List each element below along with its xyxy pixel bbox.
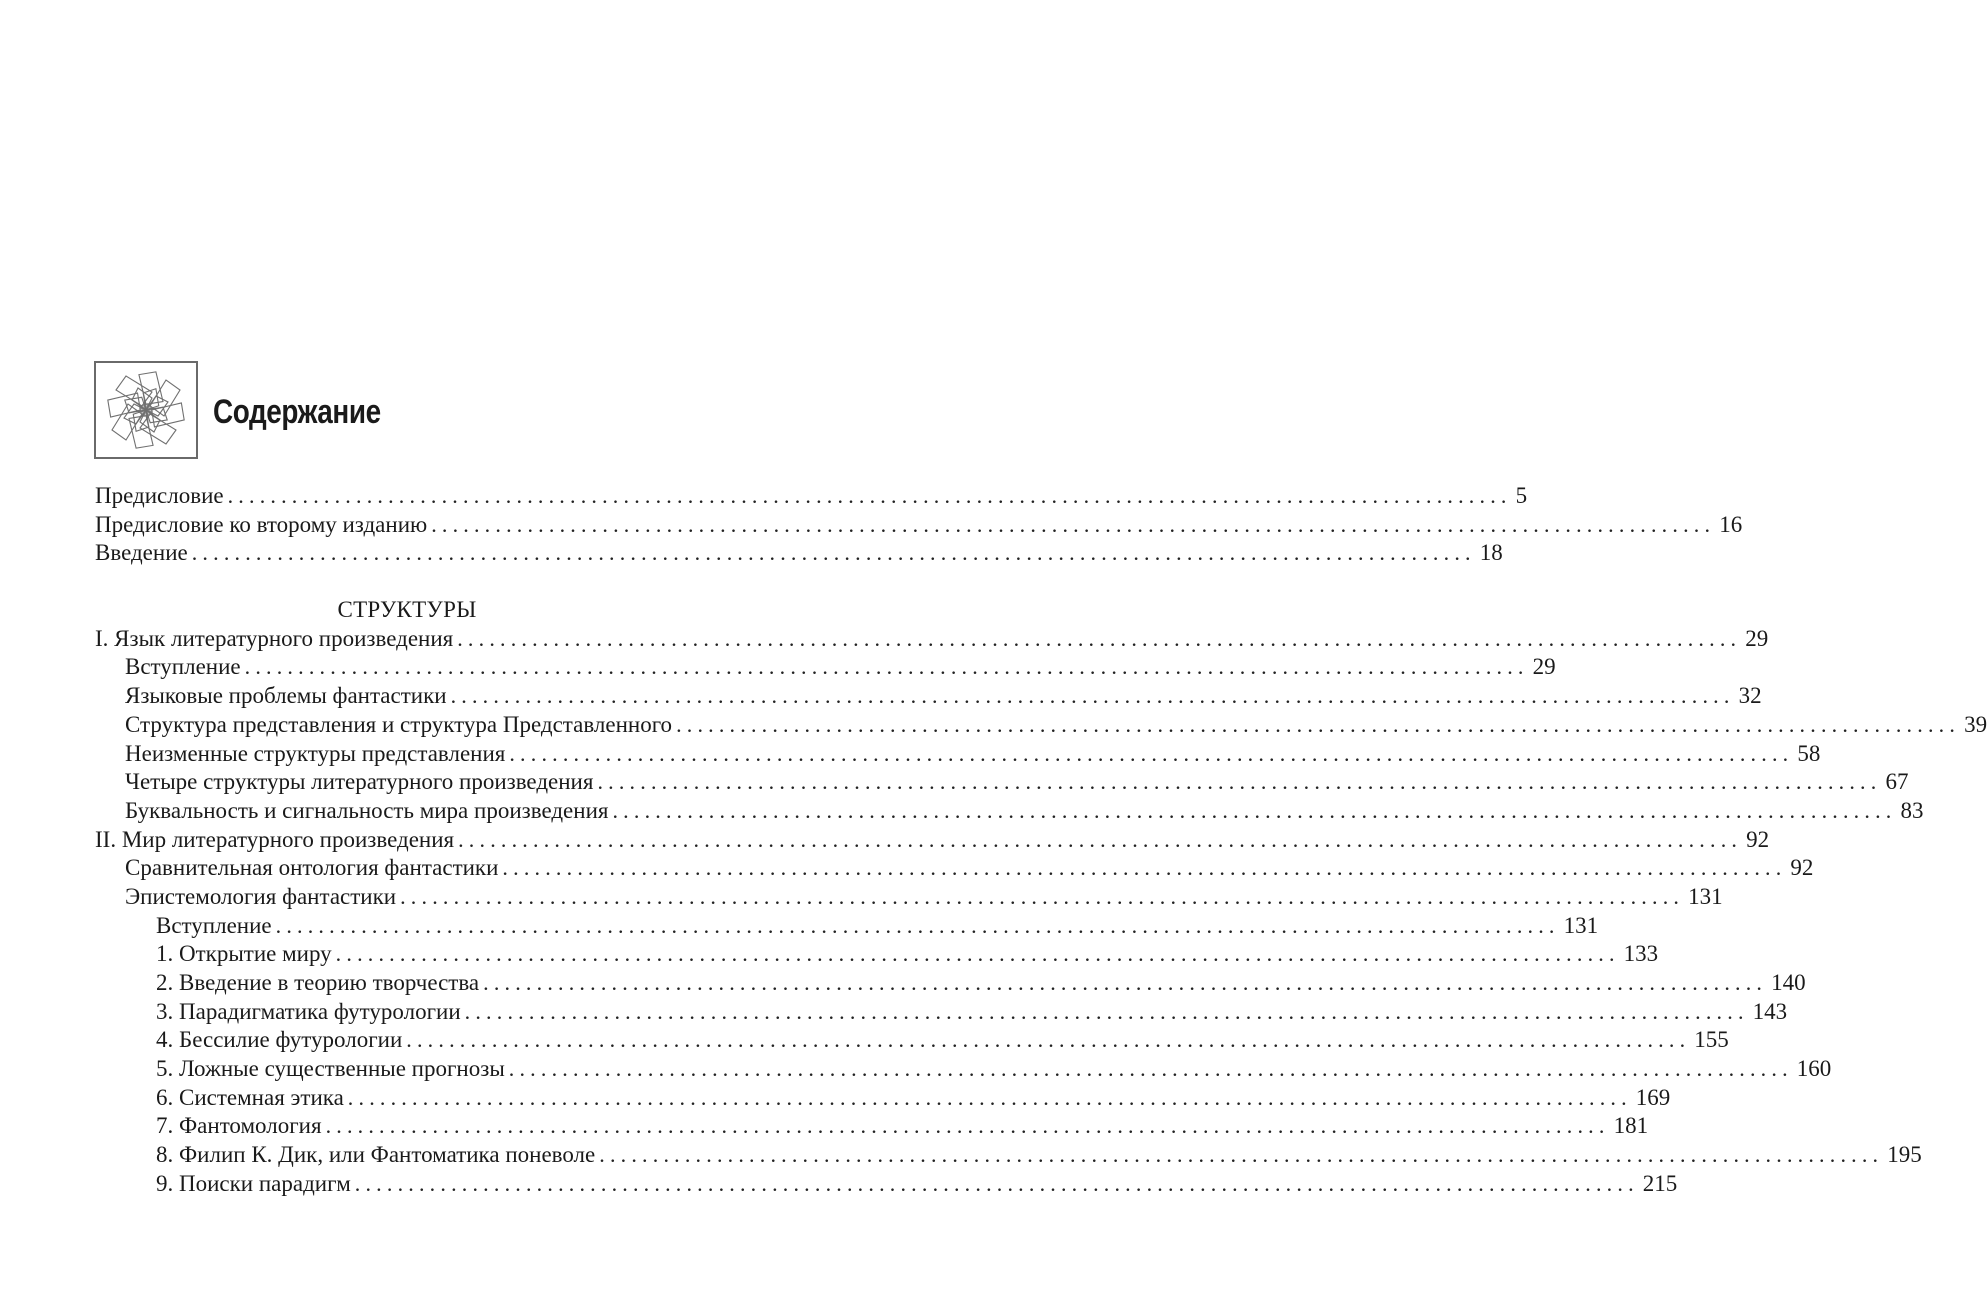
toc-entry[interactable] xyxy=(95,653,1556,682)
section-title: СТРУКТУРЫ xyxy=(337,597,477,623)
toc-entry-page: 133 xyxy=(1623,941,1659,967)
toc-entry-title: Четыре структуры литературного произведения xyxy=(125,769,594,795)
toc-entry-page: 29 xyxy=(1532,654,1556,680)
toc-entry-title: Эпистемология фантастики xyxy=(125,883,397,909)
toc-entry-title: 6. Системная этика xyxy=(156,1084,344,1110)
dot-leader: ........................................................................................................................ xyxy=(244,654,1529,680)
dot-leader: ........................................................................................................................ xyxy=(483,970,1768,995)
entries-list xyxy=(95,625,1987,1199)
toc-entry-title: 1. Открытие миру xyxy=(156,941,332,967)
toc-entry-page: 16 xyxy=(1719,511,1743,537)
toc-entry-title: Неизменные структуры представления xyxy=(125,740,506,766)
toc-entry-page: 195 xyxy=(1887,1142,1922,1168)
dot-leader: ........................................................................................................................ xyxy=(458,826,1743,852)
toc-entry-page: 92 xyxy=(1790,855,1814,881)
toc-entry-page: 131 xyxy=(1688,883,1723,909)
dot-leader: ........................................................................................................................ xyxy=(227,483,1512,508)
toc-entry[interactable] xyxy=(95,854,1814,883)
dot-leader: ........................................................................................................................ xyxy=(431,511,1716,537)
toc-entry-title: Языковые проблемы фантастики xyxy=(125,683,447,709)
toc-entry[interactable] xyxy=(95,539,1503,568)
toc-entry[interactable] xyxy=(95,883,1723,912)
toc-entry-title: Буквальность и сигнальность мира произведения xyxy=(125,797,609,823)
toc-entry[interactable] xyxy=(95,969,1806,998)
front-matter-list xyxy=(95,482,1743,568)
toc-entry[interactable] xyxy=(95,1055,1832,1084)
dot-leader: ........................................................................................................................ xyxy=(597,769,1882,795)
toc-entry[interactable] xyxy=(95,511,1743,540)
toc-entry-title: 2. Введение в теорию творчества xyxy=(156,970,480,995)
dot-leader: ........................................................................................................................ xyxy=(347,1084,1632,1110)
toc-entry-title: 3. Парадигматика футурологии xyxy=(156,998,461,1024)
toc-entry-page: 18 xyxy=(1479,540,1503,566)
logo-box xyxy=(94,361,198,459)
toc-entry[interactable] xyxy=(95,1112,1649,1141)
toc-entry-page: 131 xyxy=(1563,912,1599,938)
page-title: Содержание xyxy=(213,393,381,431)
dot-leader: ........................................................................................................................ xyxy=(502,855,1787,881)
dot-leader: ........................................................................................................................ xyxy=(676,711,1961,737)
dot-leader: ........................................................................................................................ xyxy=(325,1113,1610,1139)
toc-entry[interactable] xyxy=(95,998,1788,1027)
toc-entry-page: 143 xyxy=(1752,998,1788,1024)
dot-leader: ........................................................................................................................ xyxy=(406,1027,1691,1053)
toc-entry-title: Вступление xyxy=(125,654,241,680)
toc-entry-title: I. Язык литературного произведения xyxy=(95,625,454,651)
toc-entry-title: Предисловие xyxy=(95,483,224,508)
toc-entry-page: 215 xyxy=(1642,1170,1678,1196)
toc-entry-title: 9. Поиски парадигм xyxy=(156,1170,351,1196)
toc-entry[interactable] xyxy=(95,1026,1729,1055)
toc-entry-page: 5 xyxy=(1515,483,1528,508)
toc-entry[interactable] xyxy=(95,912,1599,941)
toc-entry[interactable] xyxy=(95,482,1528,511)
toc-entry-title: 8. Филип К. Дик, или Фантоматика поневоле xyxy=(156,1142,596,1168)
toc-entry[interactable] xyxy=(95,768,1909,797)
toc-entry-title: Предисловие ко второму изданию xyxy=(95,511,428,537)
toc-entry-page: 140 xyxy=(1771,970,1806,995)
toc-entry[interactable] xyxy=(95,797,1924,826)
toc-entry-title: II. Мир литературного произведения xyxy=(95,826,455,852)
toc-entry[interactable] xyxy=(95,625,1769,654)
section-gap xyxy=(95,568,719,596)
geometric-flower-icon xyxy=(99,366,193,454)
dot-leader: ........................................................................................................................ xyxy=(612,797,1897,823)
toc-entry[interactable] xyxy=(95,826,1770,855)
toc-entry-title: 7. Фантомология xyxy=(156,1113,322,1139)
dot-leader: ........................................................................................................................ xyxy=(400,883,1685,909)
toc-entry-title: Структура представления и структура Представленного xyxy=(125,711,673,737)
toc-entry-page: 155 xyxy=(1694,1027,1729,1053)
dot-leader: ........................................................................................................................ xyxy=(354,1170,1639,1196)
toc-entry[interactable] xyxy=(95,740,1821,769)
toc-entry-title: Введение xyxy=(95,540,188,566)
dot-leader: ........................................................................................................................ xyxy=(457,625,1742,651)
toc-entry-page: 67 xyxy=(1885,769,1909,795)
toc-entry-page: 169 xyxy=(1635,1084,1671,1110)
toc-entry-page: 58 xyxy=(1797,740,1821,766)
dot-leader: ........................................................................................................................ xyxy=(275,912,1560,938)
toc-entry-title: 4. Бессилие футурологии xyxy=(156,1027,403,1053)
toc-entry[interactable] xyxy=(95,1170,1678,1199)
toc-entry[interactable] xyxy=(95,1141,1922,1170)
toc-entry-title: Вступление xyxy=(156,912,272,938)
toc-entry-page: 32 xyxy=(1738,683,1762,709)
toc-entry-page: 92 xyxy=(1746,826,1770,852)
toc-entry-page: 181 xyxy=(1613,1113,1649,1139)
dot-leader: ........................................................................................................................ xyxy=(450,683,1735,709)
toc-entry-page: 160 xyxy=(1796,1056,1832,1082)
dot-leader: ........................................................................................................................ xyxy=(509,740,1794,766)
toc-entry-page: 29 xyxy=(1745,625,1769,651)
toc-entry-page: 39 xyxy=(1964,711,1987,737)
toc-entry[interactable] xyxy=(95,682,1762,711)
toc-entry[interactable] xyxy=(95,940,1659,969)
dot-leader: ........................................................................................................................ xyxy=(599,1142,1884,1168)
table-of-contents xyxy=(95,482,1987,1199)
dot-leader: ........................................................................................................................ xyxy=(464,998,1749,1024)
toc-entry[interactable] xyxy=(95,1084,1671,1113)
dot-leader: ........................................................................................................................ xyxy=(191,540,1476,566)
toc-entry-title: 5. Ложные существенные прогнозы xyxy=(156,1056,505,1082)
dot-leader: ........................................................................................................................ xyxy=(508,1056,1793,1082)
toc-entry-title: Сравнительная онтология фантастики xyxy=(125,855,499,881)
toc-entry[interactable] xyxy=(95,711,1987,740)
dot-leader: ........................................................................................................................ xyxy=(335,941,1620,967)
toc-entry-page: 83 xyxy=(1900,797,1924,823)
